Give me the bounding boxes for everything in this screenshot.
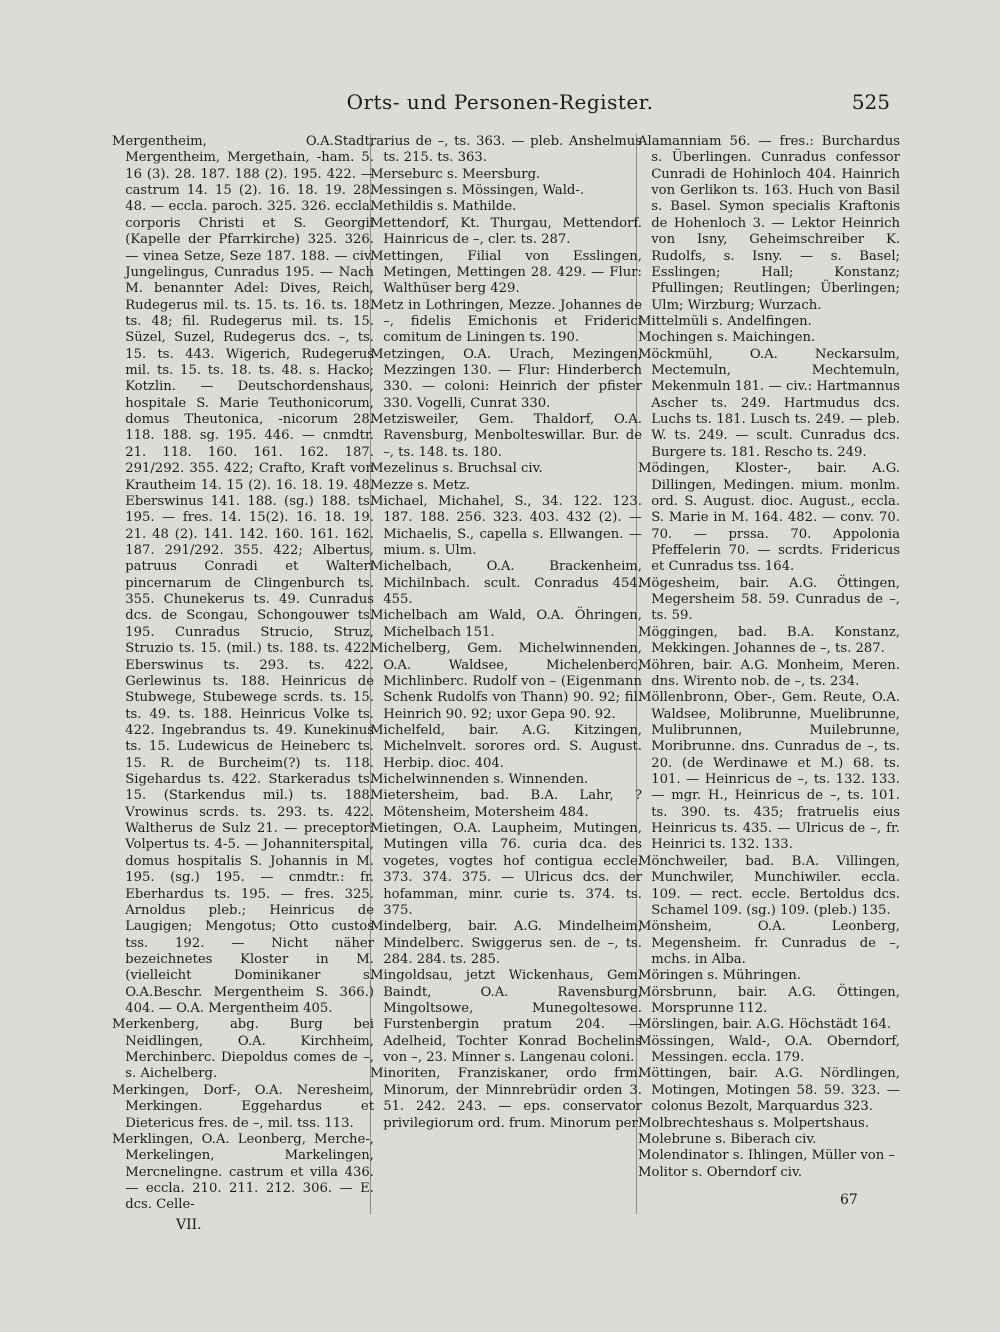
register-entry: Michelberg, Gem. Michelwinnenden, O.A. Waldsee, Michelenberc, Michlinberc. Rudolf von – (Eigenmann Schenk Rudolfs von Thann) 90. 92; fil. Heinrich 90. 92; uxor Gepa 90. 92. [370, 641, 642, 722]
register-entry: Merkingen, Dorf-, O.A. Neresheim, Merkingen. Eggehardus et Dietericus fres. de –, mil. tss. 113. [112, 1082, 374, 1131]
register-entry: Möhren, bair. A.G. Monheim, Meren. dns. Wirento nob. de –, ts. 234. [638, 657, 900, 689]
register-entry: Mettingen, Filial von Esslingen, Metingen, Mettingen 28. 429. — Flur: Walthüser berg 429. [370, 248, 642, 297]
register-entry: Merkenberg, abg. Burg bei Neidlingen, O.A. Kirchheim, Merchinberc. Diepoldus comes de –, s. Aichelberg. [112, 1017, 374, 1082]
column-3 [638, 134, 900, 1181]
register-entry: Molbrechteshaus s. Molpertshaus. [638, 1115, 870, 1131]
register-entry: Mödingen, Kloster-, bair. A.G. Dillingen, Medingen. mium. monlm. ord. S. August. dioc. August., eccla. S. Marie in M. 164. 482. — conv. 70. 70. — prssa. 70. Appolonia Pfeffelerin 70. — scrdts. Fridericus et Cunradus tss. 164. [638, 461, 900, 575]
register-entry: Merklingen, O.A. Leonberg, Merche-, Merkelingen, Markelingen, Mercnelingne. castrum et villa 436. — eccla. 210. 211. 212. 306. — E. dcs. Celle- [112, 1131, 374, 1213]
register-entry: Mettendorf, Kt. Thurgau, Mettendorf. Hainricus de –, cler. ts. 287. [370, 215, 642, 248]
register-entry: Molitor s. Oberndorf civ. [638, 1164, 803, 1180]
register-entry: Molebrune s. Biberach civ. [638, 1131, 817, 1147]
sheet-number: 67 [840, 1192, 858, 1208]
register-entry: Minoriten, Franziskaner, ordo frm. Minorum, der Minnrebrüdir orden 3. 51. 242. 243. — eps. conservator privilegiorum ord. frum. Minorum per [370, 1066, 642, 1131]
register-entry: Mörslingen, bair. A.G. Höchstädt 164. [638, 1017, 892, 1033]
register-entry: Mittelmüli s. Andelfingen. [638, 313, 812, 329]
register-entry: Molendinator s. Ihlingen, Müller von – [638, 1148, 896, 1164]
register-entry: Mietingen, O.A. Laupheim, Mutingen, Mutingen villa 76. curia dca. des vogetes, vogtes hof contigua eccle. 373. 374. 375. — Ulricus dcs. der hofamman, minr. curie ts. 374. ts. 375. [370, 821, 642, 918]
register-entry: Mögesheim, bair. A.G. Öttingen, Megersheim 58. 59. Cunradus de –, ts. 59. [638, 575, 900, 624]
register-entry: Mietersheim, bad. B.A. Lahr, ? Mötensheim, Motersheim 484. [370, 788, 642, 820]
register-entry: Michelbach am Wald, O.A. Öhringen, Michelbach 151. [370, 608, 642, 640]
register-entry: Mingoldsau, jetzt Wickenhaus, Gem. Baindt, O.A. Ravensburg, Mingoltsowe, Munegoltesowe. Furstenbergin pratum 204. — Adelheid, Tochter Konrad Bochelins von –, 23. Minner s. Langenau coloni. [370, 968, 642, 1066]
register-entry: Michelfeld, bair. A.G. Kitzingen, Michelnvelt. sorores ord. S. August. Herbip. dioc. 404. [370, 722, 642, 771]
register-entry: Merseburc s. Meersburg. [370, 166, 541, 182]
page-title: Orts- und Personen-Register. [346, 90, 654, 114]
register-entry: Mörsbrunn, bair. A.G. Öttingen, Morsprunne 112. [638, 984, 900, 1017]
register-entry: Mezze s. Metz. [370, 477, 471, 493]
register-entry: Alamanniam 56. — fres.: Burchardus s. Überlingen. Cunradus confessor Cunradi de Hohinloch 404. Hainrich von Gerlikon ts. 163. Huch von Basil s. Basel. Symon specialis Kraftonis de Hohenloch 3. — Lektor Heinrich von Isny, Geheimschreiber K. Rudolfs, s. Isny. — s. Basel; Esslingen; Hall; Konstanz; Pfullingen; Reutlingen; Überlingen; Ulm; Wirzburg; Wurzach. [638, 134, 900, 313]
register-entry: Michelbach, O.A. Brackenheim, Michilnbach. scult. Conradus 454. 455. [370, 559, 642, 608]
page-number: 525 [851, 90, 890, 114]
register-entry: Möttingen, bair. A.G. Nördlingen, Motingen, Motingen 58. 59. 323. — colonus Bezolt, Marquardus 323. [638, 1066, 900, 1115]
register-entry: Methildis s. Mathilde. [370, 199, 517, 215]
signature-mark: VII. [176, 1217, 202, 1233]
register-entry: Mergentheim, O.A.Stadt, Mergentheim, Mergethain, -ham. 5. 16 (3). 28. 187. 188 (2). 195. 422. — castrum 14. 15 (2). 16. 18. 19. 28. 48. — eccla. paroch. 325. 326. eccla. corporis Christi et S. Georgii (Kapelle der Pfarrkirche) 325. 326. — vinea Setze, Seze 187. 188. — civ. Jungelingus, Cunradus 195. — Nach M. benannter Adel: Dives, Reich, Rudegerus mil. ts. 15. ts. 16. ts. 18. ts. 48; fil. Rudegerus mil. ts. 15. Süzel, Suzel, Rudegerus dcs. –, ts. 15. ts. 443. Wigerich, Rudegerus mil. ts. 15. ts. 18. ts. 48. s. Hacko; Kotzlin. — Deutschordenshaus, hospitale S. Marie Teuthonicorum, domus Theutonica, -nicorum 28. 118. 188. sg. 195. 446. — cnmdtr. 21. 118. 160. 161. 162. 187. 291/292. 355. 422; Crafto, Kraft von Krautheim 14. 15 (2). 16. 18. 19. 48. Eberswinus 141. 188. (sg.) 188. ts. 195. — fres. 14. 15(2). 16. 18. 19. 21. 48 (2). 141. 142. 160. 161. 162. 187. 291/292. 355. 422; Albertus, patruus Conradi et Walteri pincernarum de Clingenburch ts. 355. Chunekerus ts. 49. Cunradus dcs. de Scongau, Schongouwer ts. 195. Cunradus Strucio, Struz, Struzio ts. 15. (mil.) ts. 188. ts. 422. Eberswinus ts. 293. ts. 422. Gerlewinus ts. 188. Heinricus de Stubwege, Stubewege scrds. ts. 15. ts. 49. ts. 188. Heinricus Volke ts. 422. Ingebrandus ts. 49. Kunekinus ts. 15. Ludewicus de Heineberc ts. 15. R. de Burcheim(?) ts. 118. Sigehardus ts. 422. Starkeradus ts. 15. (Starkendus mil.) ts. 188. Vrowinus scrds. ts. 293. ts. 422. Waltherus de Sulz 21. — preceptor: Volpertus ts. 4-5. — Johanniterspital, domus hospitalis S. Johannis in M. 195. (sg.) 195. — cnmdtr.: fr. Eberhardus ts. 195. — fres. 325. Arnoldus pleb.; Heinricus de Laugigen; Mengotus; Otto custos tss. 192. — Nicht näher bezeichnetes Kloster in M. (vielleicht Dominikaner s. O.A.Beschr. Mergentheim S. 366.) 404. — O.A. Mergentheim 405. [112, 134, 374, 1017]
register-entry: Mezelinus s. Bruchsal civ. [370, 461, 543, 477]
register-entry: Messingen s. Mössingen, Wald-. [370, 183, 585, 199]
register-entry: Mössingen, Wald-, O.A. Oberndorf, Messingen. eccla. 179. [638, 1033, 900, 1066]
register-entry: Mindelberg, bair. A.G. Mindelheim, Mindelberc. Swiggerus sen. de –, ts. 284. 284. ts. 285. [370, 919, 642, 967]
register-entry: rarius de –, ts. 363. — pleb. Anshelmus ts. 215. ts. 363. [370, 134, 642, 166]
register-entry: Michael, Michahel, S., 34. 122. 123. 187. 188. 256. 323. 403. 432 (2). — Michaelis, S., capella s. Ellwangen. — mium. s. Ulm. [370, 493, 642, 558]
register-entry: Metzingen, O.A. Urach, Mezingen, Mezzingen 130. — Flur: Hinderberch 330. — coloni: Heinrich der pfister 330. Vogelli, Cunrat 330. [370, 346, 642, 411]
register-entry: Möllenbronn, Ober-, Gem. Reute, O.A. Waldsee, Molibrunne, Muelibrunne, Mulibrunnen, Muilebrunne, Moribrunne. dns. Cunradus de –, ts. 20. (de Werdinawe et M.) 68. ts. 101. — Heinricus de –, ts. 132. 133. — mgr. H., Heinricus de –, ts. 101. ts. 390. ts. 435; fratruelis eius Heinricus ts. 435. — Ulricus de –, fr. Heinrici ts. 132. 133. [638, 690, 900, 853]
register-entry: Mönchweiler, bad. B.A. Villingen, Munchwiler, Munchiwiler. eccla. 109. — rect. eccle. Bertoldus dcs. Schamel 109. (sg.) 109. (pleb.) 135. [638, 853, 900, 918]
register-entry: Metz in Lothringen, Mezze. Johannes de –, fidelis Emichonis et Friderici comitum de Liningen ts. 190. [370, 297, 642, 346]
register-entry: Mochingen s. Maichingen. [638, 330, 816, 346]
register-entry: Möringen s. Mühringen. [638, 968, 801, 984]
column-1 [112, 134, 374, 1214]
register-entry: Michelwinnenden s. Winnenden. [370, 772, 589, 788]
register-entry: Möckmühl, O.A. Neckarsulm, Mectemuln, Mechtemuln, Mekenmuln 181. — civ.: Hartmannus Ascher ts. 249. Hartmudus dcs. Luchs ts. 181. Lusch ts. 249. — pleb. W. ts. 249. — scult. Cunradus dcs. Burgere ts. 181. Rescho ts. 249. [638, 346, 900, 460]
register-entry: Metzisweiler, Gem. Thaldorf, O.A. Ravensburg, Menbolteswillar. Bur. de –, ts. 148. ts. 180. [370, 412, 642, 460]
column-2 [370, 134, 642, 1132]
register-entry: Mönsheim, O.A. Leonberg, Megensheim. fr. Cunradus de –, mchs. in Alba. [638, 919, 900, 967]
register-entry: Möggingen, bad. B.A. Konstanz, Mekkingen. Johannes de –, ts. 287. [638, 624, 900, 657]
